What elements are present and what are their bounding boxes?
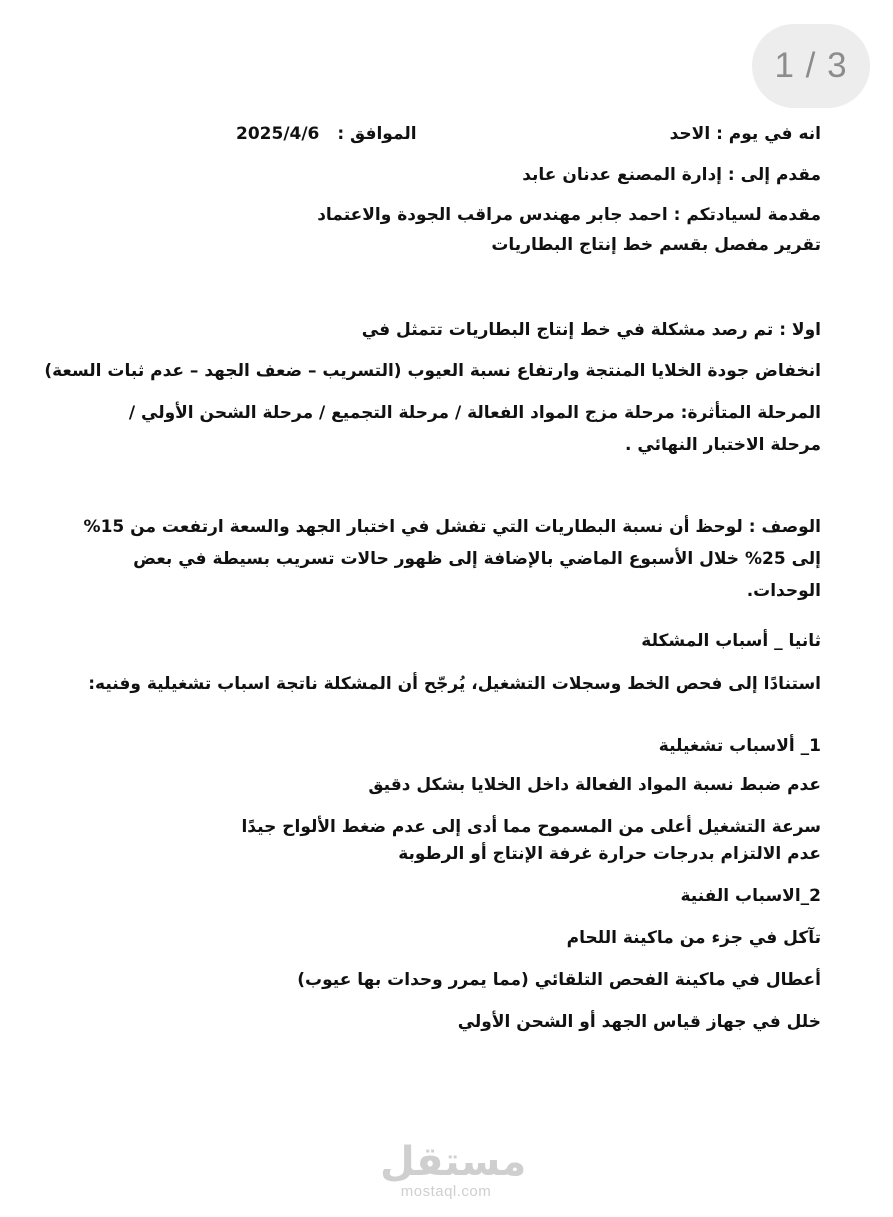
- watermark-logo: مستقل: [380, 1139, 527, 1185]
- page-counter: 1 / 3: [752, 24, 870, 108]
- operational-cause-item: عدم ضبط نسبة المواد الفعالة داخل الخلايا بشكل دقيق: [368, 775, 821, 795]
- operational-cause-item: سرعة التشغيل أعلى من المسموح مما أدى إلى عدم ضغط الألواح جيدًا: [241, 817, 821, 837]
- causes-heading: ثانيا _ أسباب المشكلة: [641, 631, 821, 651]
- causes-intro: استنادًا إلى فحص الخط وسجلات التشغيل، يُرجّح أن المشكلة ناتجة اسباب تشغيلية وفنيه:: [88, 674, 821, 694]
- mostaql-watermark: [380, 1139, 527, 1200]
- operational-cause-item: عدم الالتزام بدرجات حرارة غرفة الإنتاج أو الرطوبة: [398, 844, 821, 864]
- recipient-line: مقدم إلى : إدارة المصنع عدنان عابد: [522, 165, 821, 185]
- technical-cause-item: تآكل في جزء من ماكينة اللحام: [566, 928, 821, 948]
- operational-causes-heading: 1_ ألاسباب تشغيلية: [658, 736, 821, 756]
- report-subject: تقرير مفصل بقسم خط إنتاج البطاريات: [491, 235, 821, 255]
- affected-stages: المرحلة المتأثرة: مرحلة مزج المواد الفعالة / مرحلة التجميع / مرحلة الشحن الأولي / مرحلة الاختبار النهائي .: [128, 403, 821, 455]
- technical-causes-heading: 2_الاسباب الفنية: [680, 886, 821, 906]
- problem-intro: اولا : تم رصد مشكلة في خط إنتاج البطاريات تتمثل في: [361, 320, 821, 340]
- sender-line: مقدمة لسيادتكم : احمد جابر مهندس مراقب الجودة والاعتماد: [317, 205, 821, 225]
- date-line: [236, 118, 417, 150]
- technical-cause-item: خلل في جهاز قياس الجهد أو الشحن الأولي: [457, 1012, 821, 1032]
- watermark-url: mostaql.com: [400, 1183, 492, 1200]
- technical-cause-item: أعطال في ماكينة الفحص التلقائي (مما يمرر وحدات بها عيوب): [297, 970, 821, 990]
- date-label: الموافق :: [337, 124, 417, 144]
- date-value: 2025/4/6: [236, 124, 320, 144]
- problem-statement: انخفاض جودة الخلايا المنتجة وارتفاع نسبة العيوب (التسريب – ضعف الجهد – عدم ثبات السعة): [44, 361, 821, 381]
- problem-description: الوصف : لوحظ أن نسبة البطاريات التي تفشل في اختبار الجهد والسعة ارتفعت من 15% إلى 25% خلال الأسبوع الماضي بالإضافة إلى ظهور حالات تسريب بسيطة في بعض الوحدات.: [83, 517, 821, 601]
- day-line: انه في يوم : الاحد: [669, 124, 821, 144]
